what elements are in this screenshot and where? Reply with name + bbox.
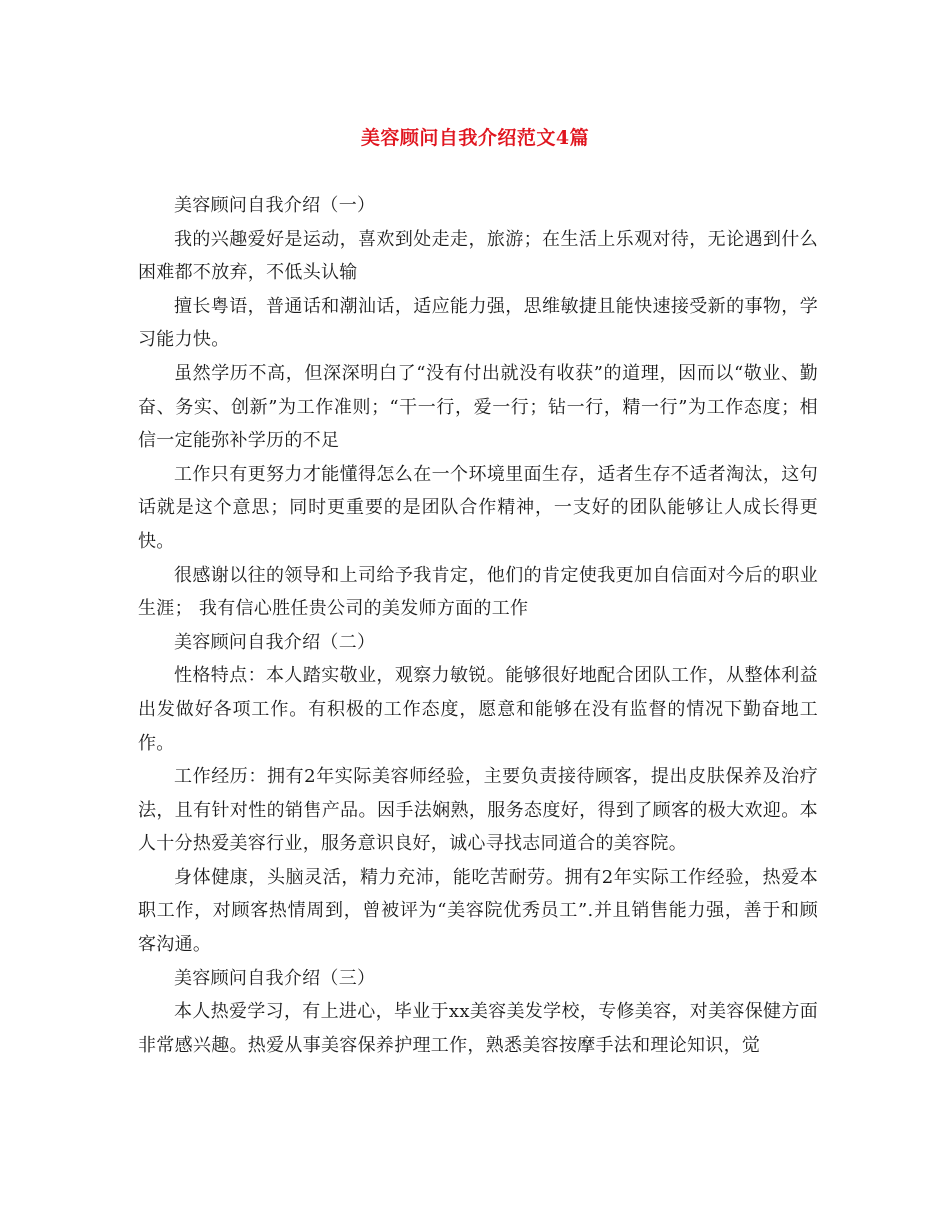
body-paragraph: 性格特点：本人踏实敬业，观察力敏锐。能够很好地配合团队工作，从整体利益出发做好各项工作。有积极的工作态度，愿意和能够在没有监督的情况下勤奋地工作。 — [138, 665, 818, 754]
document-body — [138, 189, 818, 1062]
body-paragraph: 身体健康，头脑灵活，精力充沛，能吃苦耐劳。拥有2年实际工作经验，热爱本职工作，对顾客热情周到，曾被评为“美容院优秀员工”.并且销售能力强，善于和顾客沟通。 — [138, 866, 818, 956]
body-paragraph: 我的兴趣爱好是运动，喜欢到处走走，旅游；在生活上乐观对待，无论遇到什么困难都不放弃，不低头认输 — [138, 228, 818, 284]
body-paragraph: 擅长粤语，普通话和潮汕话，适应能力强，思维敏捷且能快速接受新的事物，学习能力快。 — [138, 295, 818, 351]
section-heading-2: 美容顾问自我介绍（二） — [174, 631, 376, 653]
body-paragraph: 工作经历：拥有2年实际美容师经验，主要负责接待顾客，提出皮肤保养及治疗法，且有针对性的销售产品。因手法娴熟，服务态度好，得到了顾客的极大欢迎。本人十分热爱美容行业，服务意识良好，诚心寻找志同道合的美容院。 — [138, 766, 818, 855]
body-paragraph: 工作只有更努力才能懂得怎么在一个环境里面生存，适者生存不适者淘汰，这句话就是这个意思；同时更重要的是团队合作精神，一支好的团队能够让人成长得更快。 — [138, 463, 818, 552]
document-title: 美容顾问自我介绍范文4篇 — [360, 127, 590, 149]
body-paragraph: 本人热爱学习，有上进心，毕业于xx美容美发学校，专修美容，对美容保健方面非常感兴趣。热爱从事美容保养护理工作，熟悉美容按摩手法和理论知识，觉 — [138, 1001, 818, 1056]
body-paragraph: 很感谢以往的领导和上司给予我肯定，他们的肯定使我更加自信面对今后的职业生涯； 我有信心胜任贵公司的美发师方面的工作 — [138, 564, 818, 620]
body-paragraph: 虽然学历不高，但深深明白了“没有付出就没有收获”的道理，因而以“敬业、勤奋、务实、创新”为工作准则；“干一行，爱一行；钻一行，精一行”为工作态度；相信一定能弥补学历的不足 — [138, 362, 818, 452]
section-heading-1: 美容顾问自我介绍（一） — [174, 195, 376, 216]
section-heading-3: 美容顾问自我介绍（三） — [174, 967, 376, 989]
